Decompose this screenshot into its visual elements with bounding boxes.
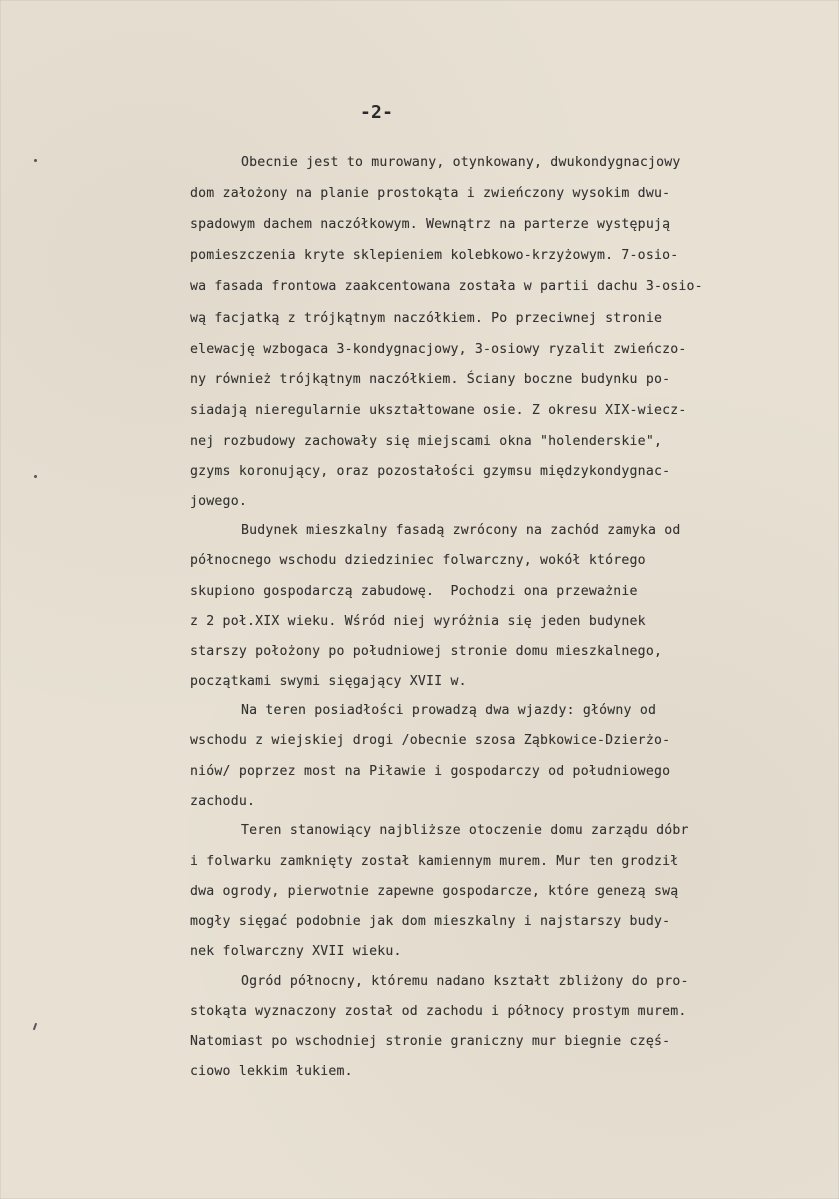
paragraph-3-line-3: niów/ poprzez most na Piławie i gospodarczy od południowego: [190, 764, 671, 779]
paragraph-1-line-3: spadowym dachem naczółkowym. Wewnątrz na parterze występują: [190, 217, 671, 232]
paragraph-5-line-3: Natomiast po wschodniej stronie graniczny mur biegnie częś-: [190, 1034, 671, 1049]
paragraph-4-line-1: Teren stanowiący najbliższe otoczenie domu zarządu dóbr: [241, 823, 689, 838]
paragraph-1-line-10: nej rozbudowy zachowały się miejscami okna "holenderskie",: [190, 434, 663, 449]
paragraph-2-line-5: starszy położony po południowej stronie domu mieszkalnego,: [190, 644, 663, 659]
paragraph-1-line-9: siadają nieregularnie ukształtowane osie. Z okresu XIX-wiecz-: [190, 403, 687, 418]
paragraph-1-line-8: ny również trójkątnym naczółkiem. Ściany boczne budynku po-: [190, 372, 671, 387]
paragraph-2-line-6: początkami swymi sięgający XVII w.: [190, 674, 467, 689]
paragraph-2-line-1: Budynek mieszkalny fasadą zwrócony na zachód zamyka od: [241, 523, 681, 538]
margin-dot-mark: [34, 159, 37, 162]
paragraph-2-line-3: skupiono gospodarczą zabudowę. Pochodzi ona przeważnie: [190, 584, 638, 599]
paragraph-3-line-2: wschodu z wiejskiej drogi /obecnie szosa Ząbkowice-Dzierżo-: [190, 733, 671, 748]
paragraph-1-line-4: pomieszczenia kryte sklepieniem kolebkowo-krzyżowym. 7-osio-: [190, 248, 679, 263]
paragraph-1-line-2: dom założony na planie prostokąta i zwieńczony wysokim dwu-: [190, 186, 671, 201]
paragraph-3-line-1: Na teren posiadłości prowadzą dwa wjazdy: główny od: [241, 703, 657, 718]
paragraph-4-line-2: i folwarku zamknięty został kamiennym murem. Mur ten grodził: [190, 854, 679, 869]
paragraph-1-line-6: wą facjatką z trójkątnym naczółkiem. Po przeciwnej stronie: [190, 311, 663, 326]
paragraph-5-line-2: stokąta wyznaczony został od zachodu i północy prostym murem.: [190, 1004, 687, 1019]
page-number: -2-: [360, 102, 394, 123]
paragraph-1-line-12: jowego.: [190, 494, 247, 509]
paragraph-3-line-4: zachodu.: [190, 794, 256, 809]
paragraph-1-line-1: Obecnie jest to murowany, otynkowany, dwukondygnacjowy: [241, 155, 681, 170]
paragraph-1-line-5: wa fasada frontowa zaakcentowana została w partii dachu 3-osio-: [190, 279, 703, 294]
paragraph-1-line-7: elewację wzbogaca 3-kondygnacjowy, 3-osiowy ryzalit zwieńczo-: [190, 342, 687, 357]
paragraph-2-line-2: północnego wschodu dziedziniec folwarczny, wokół którego: [190, 553, 646, 568]
paragraph-2-line-4: z 2 poł.XIX wieku. Wśród niej wyróżnia się jeden budynek: [190, 614, 646, 629]
paragraph-4-line-3: dwa ogrody, pierwotnie zapewne gospodarcze, które genezą swą: [190, 884, 679, 899]
paragraph-4-line-4: mogły sięgać podobnie jak dom mieszkalny i najstarszy budy-: [190, 914, 671, 929]
paragraph-1-line-11: gzyms koronujący, oraz pozostałości gzymsu międzykondygnac-: [190, 464, 671, 479]
paragraph-5-line-4: ciowo lekkim łukiem.: [190, 1064, 353, 1079]
paragraph-4-line-5: nek folwarczny XVII wieku.: [190, 944, 402, 959]
paragraph-5-line-1: Ogród północny, któremu nadano kształt zbliżony do pro-: [241, 974, 689, 989]
margin-tick-mark: [33, 1023, 37, 1030]
margin-dot-mark: [34, 475, 37, 478]
